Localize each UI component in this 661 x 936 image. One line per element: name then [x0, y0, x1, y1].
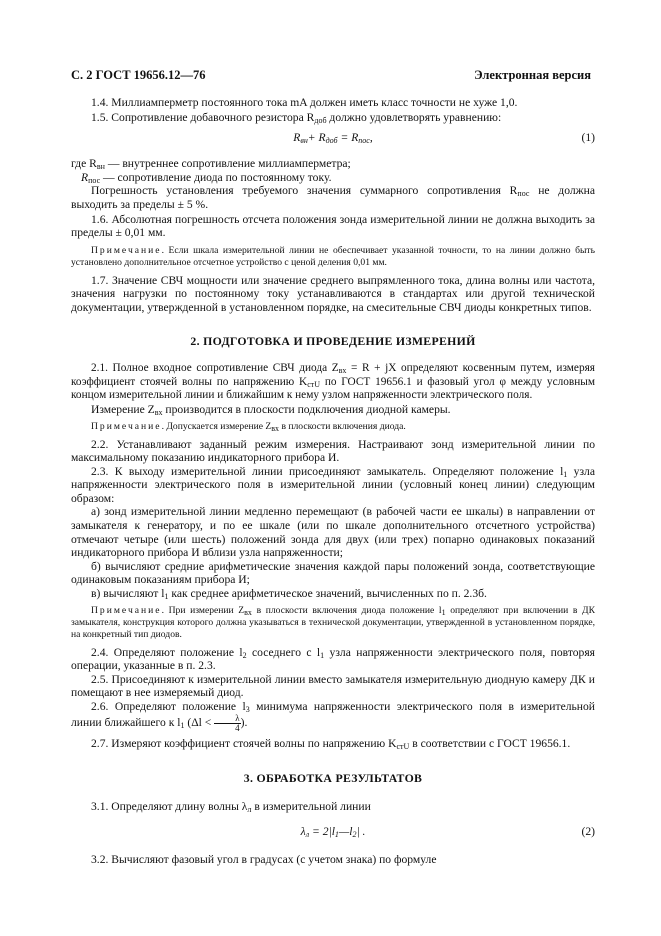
note-1: Примечание. Если шкала измерительной линии не обеспечивает указанной точности, то на линии должно быть установлено дополнительное отсчетное устройство с ценой деления 0,01 мм. — [71, 244, 595, 268]
paragraph-3-1: 3.1. Определяют длину волны $\lambda_л$ в измерительной линии — [91, 799, 371, 814]
paragraph-2-1: 2.1. Полное входное сопротивление СВЧ диода $Z_{вх} = R$ + jX определяют косвенным путем, измеряя коэффициент стоячей волны по напряжению $K_{стU}$ по ГОСТ 19656.1 и фазовый угол φ между условным концом измерительной линии и ближайшим к нему узлом напряженности электрического поля. — [71, 362, 596, 402]
formula-1-number: (1) — [581, 131, 595, 145]
paragraph-1-5: 1.5. Сопротивление добавочного резистора $R_{доб}$ должно удовлетворять уравнению: — [91, 110, 502, 125]
page-header-right: Электронная версия — [474, 68, 591, 82]
paragraph-2-5: 2.5. Присоединяют к измерительной линии вместо замыкателя измерительную диодную камеру ДК и помещают в нее измеряемый диод. — [71, 672, 595, 700]
paragraph-3-2: 3.2. Вычисляют фазовый угол в градусах (с учетом знака) по формуле — [91, 853, 437, 867]
section-2-title: 2. ПОДГОТОВКА И ПРОВЕДЕНИЕ ИЗМЕРЕНИЙ — [190, 333, 476, 348]
lambda-over-4-fraction: $\frac{\lambda}{4}$ — [214, 714, 240, 733]
formula-2-expression: $\lambda_л$ = $2|l_1—l_2|$ . — [300, 825, 366, 840]
formula-1-expression: $R_{вн}+ R_{доб} = R_{пос}$, — [293, 131, 373, 146]
paragraph-2-3-b: б) вычисляют средние арифметические значения каждой пары положений зонда, соответствующие одинаковым показаниям прибора И; — [71, 559, 595, 587]
document-body — [71, 96, 595, 867]
paragraph-2-3-v: в) вычисляют $l_1$ как среднее арифметическое значений, вычисленных по п. 2.3б. — [91, 587, 487, 602]
paragraph-2-3-a: а) зонд измерительной линии медленно перемещают (в рабочей части ее шкалы) в направлении от замыкателя к генератору, и по ее шкале (или по шкале дополнительного отсчетного устройства) отмечают четыре (или шесть) положений зонда для двух (или трех) попарно одинаковых показаний индикаторного прибора И вблизи узла напряженности; — [71, 505, 595, 560]
note-2: Примечание. Допускается измерение $Z_{вх}$ в плоскости включения диода. — [91, 420, 406, 433]
section-3-title: 3. ОБРАБОТКА РЕЗУЛЬТАТОВ — [243, 771, 423, 786]
paragraph-1-7: 1.7. Значение СВЧ мощности или значение среднего выпрямленного тока, длина волны или частота, значения нагрузки по постоянному току устанавливаются в стандартах или другой технической документации, утвержденной в установленном порядке, на смесительные СВЧ диоды конкретных типов. — [71, 273, 595, 314]
page-header-left: С. 2 ГОСТ 19656.12—76 — [71, 68, 206, 82]
where-r-vn: где $R_{вн}$ — внутреннее сопротивление миллиамперметра; — [71, 157, 351, 172]
paragraph-2-3: 2.3. К выходу измерительной линии присоединяют замыкатель. Определяют положение $l_1$ узла напряженности электрического поля в измерительной линии (условный конец линии) следующим образом: — [71, 464, 595, 505]
paragraph-2-4: 2.4. Определяют положение $l_2$ соседнего с $l_1$ узла напряженности электрического поля, повторяя операции, указанные в п. 2.3. — [71, 645, 595, 673]
paragraph-2-1-measurement: Измерение $Z_{вх}$ производится в плоскости подключения диодной камеры. — [91, 402, 451, 417]
formula-2 — [71, 825, 595, 843]
paragraph-2-7: 2.7. Измеряют коэффициент стоячей волны по напряжению $K_{стU}$ в соответствии с ГОСТ 19656.1. — [91, 736, 571, 751]
formula-2-number: (2) — [581, 825, 595, 839]
paragraph-1-4: 1.4. Миллиамперметр постоянного тока mA должен иметь класс точности не хуже 1,0. — [91, 96, 518, 109]
note-3: Примечание. При измерении $Z_{вх}$ в плоскости включения диода положение $l_1$ определяют при включении в ДК замыкателя, конструкция которого должна указываться в технической документации, утвержденной в установленном порядке, на конкретный тип диодов. — [71, 604, 595, 640]
where-r-pos: $R_{пос}$ — сопротивление диода по постоянному току. — [81, 170, 332, 185]
paragraph-error: Погрешность установления требуемого значения суммарного сопротивления $R_{пос}$ не должна выходить за пределы ± 5 %. — [71, 184, 595, 211]
paragraph-2-2: 2.2. Устанавливают заданный режим измерения. Настраивают зонд измерительной линии по максимальному показанию индикаторного прибора И. — [71, 437, 595, 465]
paragraph-1-6: 1.6. Абсолютная погрешность отсчета положения зонда измерительной линии не должна выходить за пределы ± 0,01 мм. — [71, 212, 595, 240]
formula-1 — [71, 131, 595, 149]
paragraph-2-6: 2.6. Определяют положение $l_3$ минимума напряженности электрического поля в измерительной линии ближайшего к $l_1$ (Δl < $\frac{\lambda}{4}$ ). — [71, 700, 595, 733]
